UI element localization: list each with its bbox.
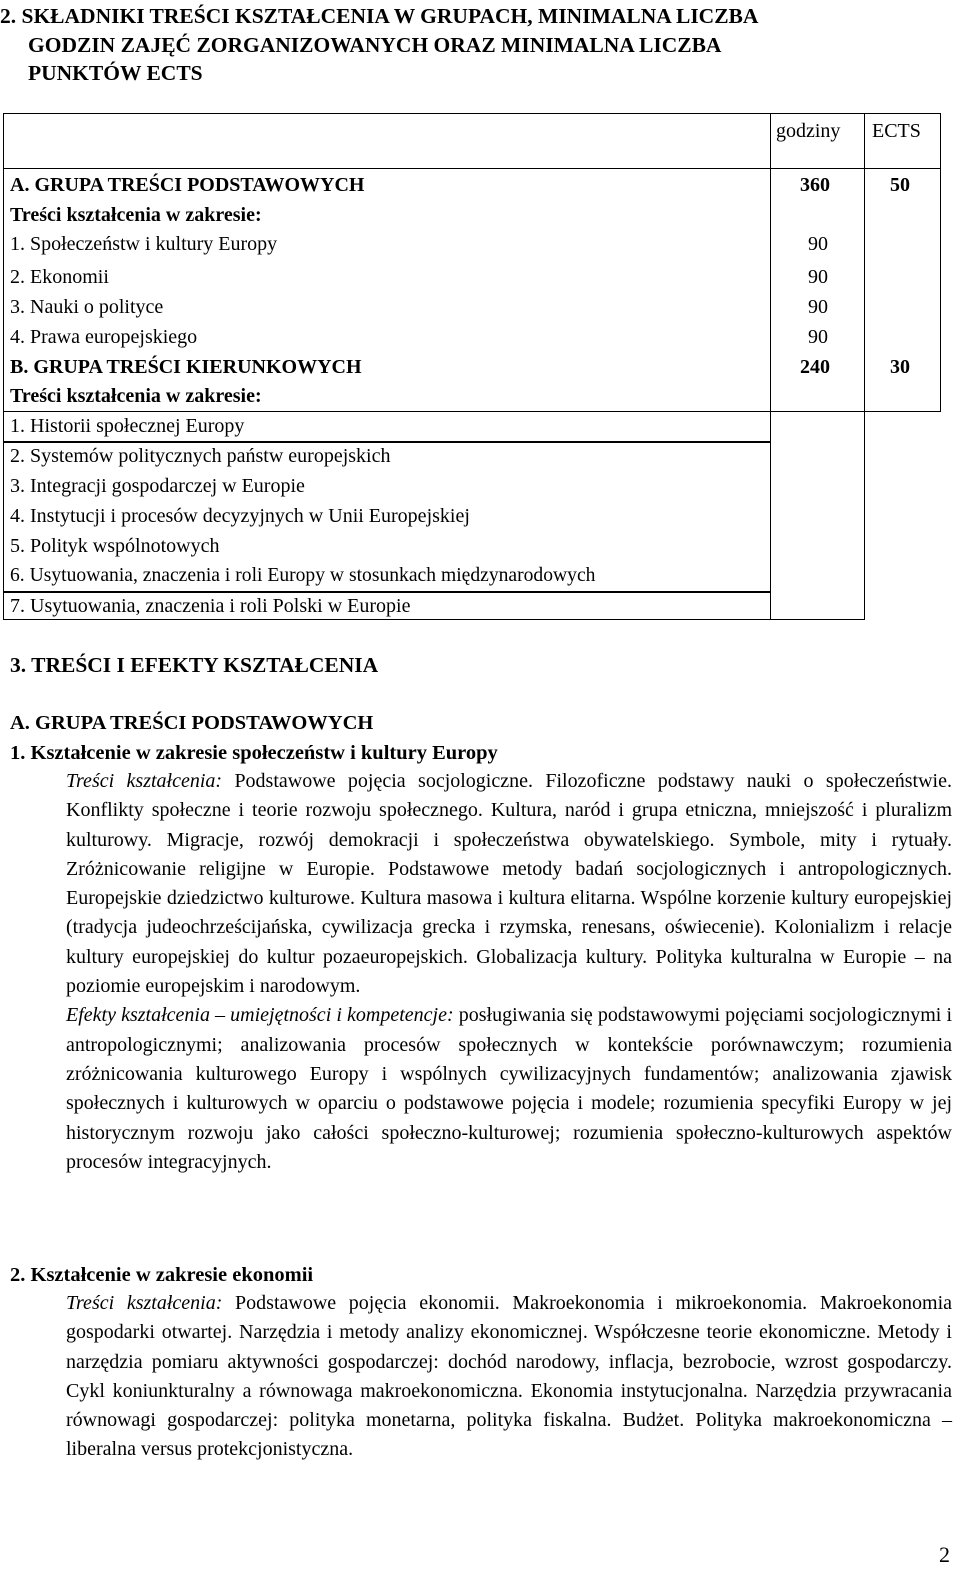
group-b-subheading: Treści kształcenia w zakresie: — [10, 385, 262, 407]
subsection1-content-paragraph — [66, 767, 952, 1001]
subsection2-body — [66, 1289, 952, 1465]
group-b-item: 7. Usytuowania, znaczenia i roli Polski w Europie — [10, 595, 411, 617]
group-b-item: 5. Polityk wspólnotowych — [10, 535, 220, 557]
group-a-item: 2. Ekonomii — [10, 266, 109, 288]
effects-text: posługiwania się podstawowymi pojęciami socjologicznymi i antropologicznymi; analizowania procesów społecznych w kontekście porównawczym; rozumienia zróżnicowania kulturowego Europy i wspólnych cywilizacyjnych fundamentów; analizowania zjawisk społecznych i kulturowych w oparciu o podstawowe pojęcia i modele; rozumienia specyfiki Europy w jej historycznym rozwoju jako całości społeczno-kulturowej; rozumienia społeczno-kulturowych aspektów procesów integracyjnych. — [66, 1004, 952, 1173]
subsection1-heading: 1. Kształcenie w zakresie społeczeństw i kultury Europy — [10, 742, 498, 764]
group-a-item-hours: 90 — [808, 326, 828, 348]
table-col-ects: ECTS — [872, 120, 921, 142]
effects-label: Efekty kształcenia – umiejętności i kompetencje: — [66, 1004, 454, 1027]
group-b-item: 6. Usytuowania, znaczenia i roli Europy w stosunkach międzynarodowych — [10, 565, 596, 586]
group-a-hours: 360 — [800, 174, 830, 196]
table-col-hours: godziny — [776, 120, 841, 142]
content-label: Treści kształcenia: — [66, 1292, 223, 1314]
group-a-subheading: Treści kształcenia w zakresie: — [10, 204, 262, 226]
group-a-item-hours: 90 — [808, 296, 828, 318]
section3-heading: 3. TREŚCI I EFEKTY KSZTAŁCENIA — [10, 653, 379, 677]
group-a-item: 1. Społeczeństw i kultury Europy — [10, 233, 278, 255]
group-a-item-hours: 90 — [808, 266, 828, 288]
section2-heading-line3: PUNKTÓW ECTS — [28, 61, 203, 85]
group-a-item-hours: 90 — [808, 233, 828, 255]
group-b-item: 3. Integracji gospodarczej w Europie — [10, 475, 305, 497]
section3-group-heading: A. GRUPA TREŚCI PODSTAWOWYCH — [10, 712, 374, 734]
section2-heading-line1: 2. SKŁADNIKI TREŚCI KSZTAŁCENIA W GRUPACH, MINIMALNA LICZBA — [0, 4, 759, 28]
subsection1-effects-paragraph — [66, 1001, 952, 1177]
group-a-item: 3. Nauki o polityce — [10, 296, 164, 318]
content-text: Podstawowe pojęcia ekonomii. Makroekonomia i mikroekonomia. Makroekonomia gospodarki otwartej. Narzędzia i metody analizy ekonomicznej. Współczesne teorie ekonomiczne. Metody i narzędzia pomiaru aktywności gospodarczej: dochód narodowy, inflacja, bezrobocie, wzrost gospodarczy. Cykl koniunkturalny a równowaga makroekonomiczna. Ekonomia instytucjonalna. Narzędzia przywracania równowagi gospodarczej: polityka monetarna, polityka fiskalna. Budżet. Polityka makroekonomiczna – liberalna versus protekcjonistyczna. — [66, 1292, 953, 1461]
group-b-item: 2. Systemów politycznych państw europejskich — [10, 445, 391, 467]
content-label: Treści kształcenia: — [66, 770, 223, 792]
content-text: Podstawowe pojęcia socjologiczne. Filozoficzne podstawy nauki o społeczeństwie. Konflikty społeczne i teorie rozwoju społecznego. Kultura, naród i grupa etniczna, mniejszość i pluralizm kulturowy. Migracje, rozwój demokracji i społeczeństwa obywatelskiego. Symbole, mity i rytuały. Zróżnicowanie religijne w Europie. Podstawowe metody badań socjologicznych i antropologicznych. Europejskie dziedzictwo kulturowe. Kultura masowa i kultura elitarna. Wspólne korzenie kultury europejskiej (tradycja judeochrześcijańska, cywilizacja grecka i rzymska, renesans, oświecenie). Kolonializm i relacje kultury europejskiej do kultur pozaeuropejskich. Globalizacja kultury. Polityka kulturalna w Europie – na poziomie europejskim i narodowym. — [66, 770, 952, 998]
subsection2-content-paragraph — [66, 1289, 952, 1465]
group-a-item: 4. Prawa europejskiego — [10, 326, 198, 348]
page-number: 2 — [939, 1542, 950, 1567]
group-a-ects: 50 — [890, 174, 910, 196]
group-b-title: B. GRUPA TREŚCI KIERUNKOWYCH — [10, 356, 362, 378]
subsection2-heading: 2. Kształcenie w zakresie ekonomii — [10, 1264, 314, 1286]
section2-heading-line2: GODZIN ZAJĘĆ ZORGANIZOWANYCH ORAZ MINIMALNA LICZBA — [28, 33, 722, 57]
group-b-hours: 240 — [800, 356, 830, 378]
subsection1-body — [66, 767, 952, 1177]
group-b-item: 1. Historii społecznej Europy — [10, 415, 245, 437]
group-b-item: 4. Instytucji i procesów decyzyjnych w Unii Europejskiej — [10, 505, 470, 527]
group-b-ects: 30 — [890, 356, 910, 378]
group-a-title: A. GRUPA TREŚCI PODSTAWOWYCH — [10, 174, 365, 196]
